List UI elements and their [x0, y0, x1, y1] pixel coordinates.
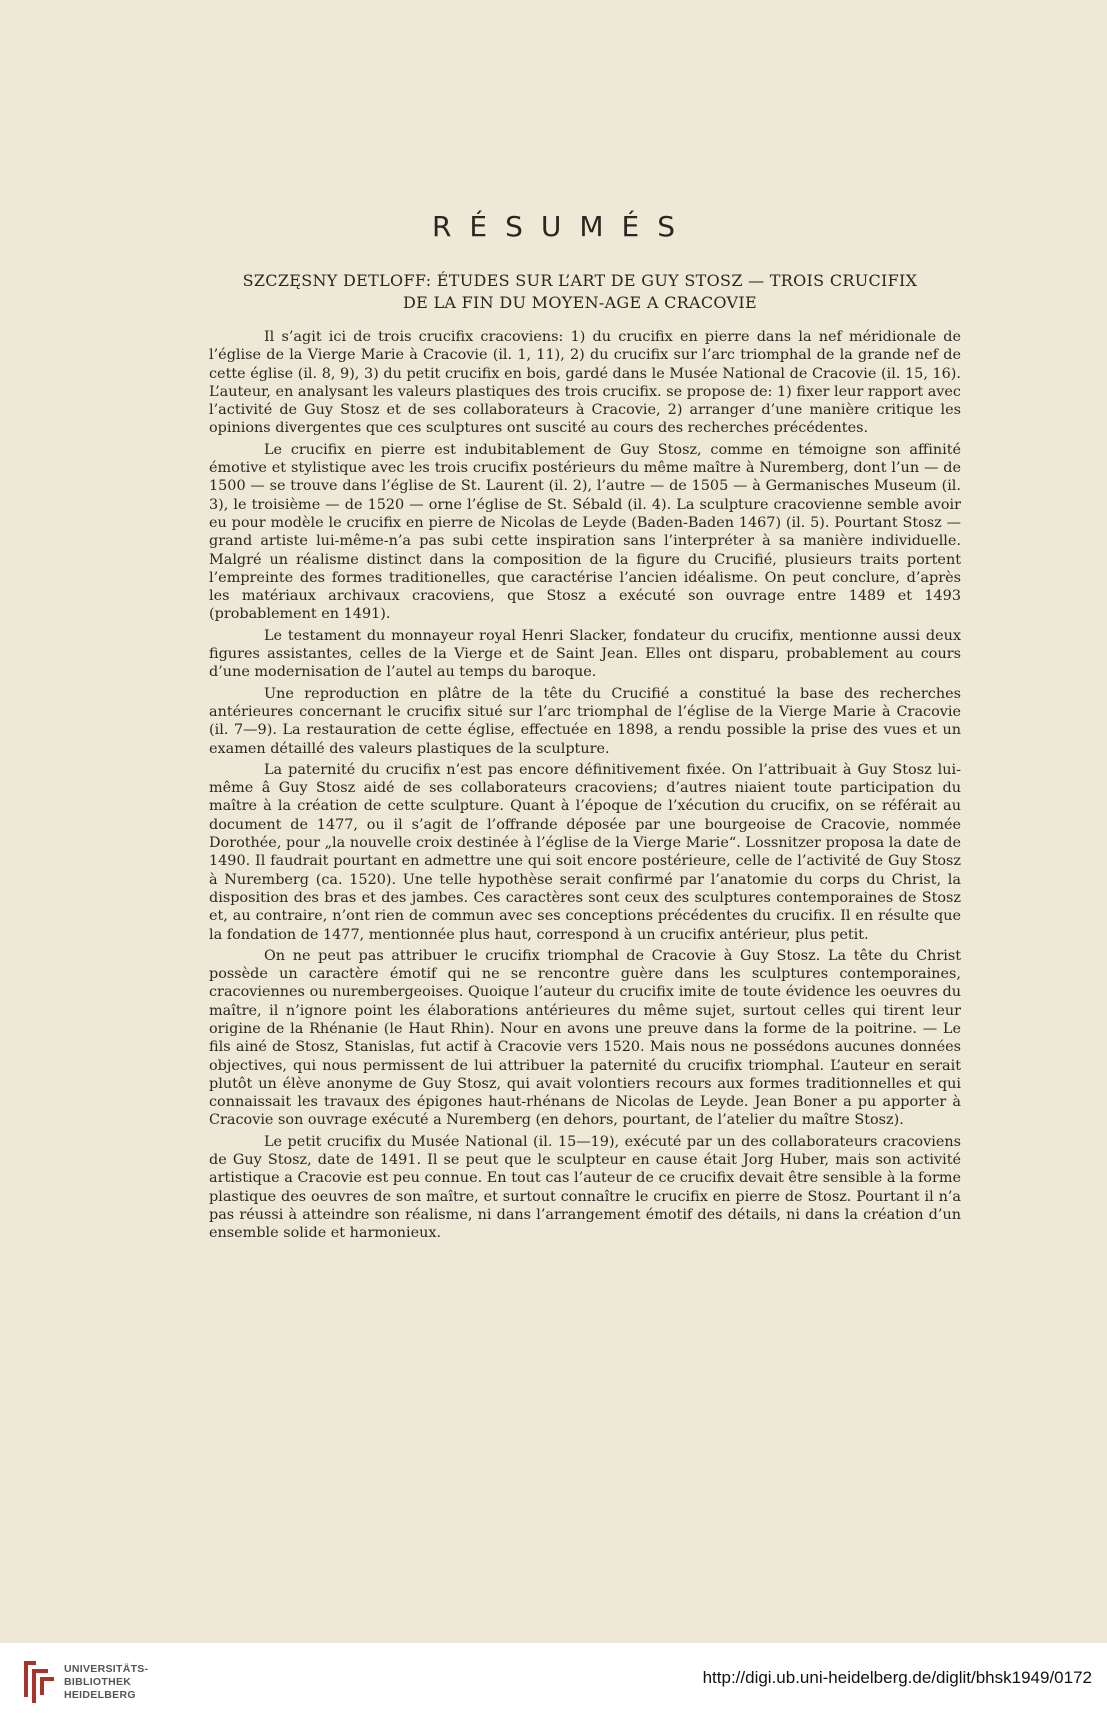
page-title: RÉSUMÉS — [431, 210, 694, 243]
library-name-line: BIBLIOTHEK — [64, 1676, 132, 1688]
source-url-link[interactable]: http://digi.ub.uni-heidelberg.de/diglit/bhsk1949/0172 — [702, 1668, 1092, 1687]
paragraph: Une reproduction en plâtre de la tête du Crucifié a constitué la base des recherches antérieures concernant le crucifix situé sur l’arc triomphal de l’église de la Vierge Marie à Cracovie (il. 7—9). La restauration de cette église, effectuée en 1898, a rendu possible la prise des vues et un examen détaillé des valeurs plastiques de la sculpture. — [209, 685, 961, 757]
footer-bar — [0, 1643, 1107, 1722]
article-heading-line: DE LA FIN DU MOYEN-AGE A CRACOVIE — [402, 293, 758, 312]
paragraph: On ne peut pas attribuer le crucifix triomphal de Cracovie à Guy Stosz. La tête du Christ possède un caractère émotif qui ne se rencontre guère dans les sculptures contemporaines, cracoviennes ou nurembergeoises. Quoique l’auteur du crucifix imite de toute évidence les oeuvres du maître, il n’ignore point les élaborations antérieures du même sujet, surtout celles qui tirent leur origine de la Rhénanie (le Haut Rhin). Nour en avons une preuve dans la forme de la poitrine. — Le fils ainé de Stosz, Stanislas, fut actif à Cracovie vers 1520. Mais nous ne possédons aucunes données objectives, qui nous permissent de lui attribuer la paternité du crucifix triomphal. L’auteur en serait plutôt un élève anonyme de Guy Stosz, qui avait volontiers recours aux formes traditionnelles et qui connaissait les travaux des épigones haut-rhénans de Nicolas de Leyde. Jean Boner a pu apporter à Cracovie son ouvrage exécuté a Nuremberg (en dehors, pourtant, de l’atelier du maître Stosz). — [209, 947, 961, 1129]
paragraph: Le testament du monnayeur royal Henri Slacker, fondateur du crucifix, mentionne aussi deux figures assistantes, celles de la Vierge et de Saint Jean. Elles ont disparu, probablement au cours d’une modernisation de l’autel au temps du baroque. — [209, 627, 961, 681]
library-logo-icon — [18, 1657, 58, 1707]
paragraph: Le petit crucifix du Musée National (il. 15—19), exécuté par un des collaborateurs cracoviens de Guy Stosz, date de 1491. Il se peut que le sculpteur en cause était Jorg Huber, mais son activité artistique a Cracovie est peu connue. En tout cas l’auteur de ce crucifix devait être sensible à la forme plastique des oeuvres de son maître, et surtout connaître le crucifix en pierre de Stosz. Pourtant il n’a pas réussi à atteindre son réalisme, ni dans l’arrangement émotif des détails, ni dans la création d’un ensemble solide et harmonieux. — [209, 1133, 961, 1242]
paragraph: La paternité du crucifix n’est pas encore définitivement fixée. On l’attribuait à Guy Stosz lui-même â Guy Stosz aidé de ses collaborateurs cracoviens; d’autres niaient toute participation du maître à la création de cette sculpture. Quant à l’époque de l’xécution du crucifix, on se référait au document de 1477, ou il s’agit de l’offrande déposée par une bourgeoise de Cracovie, nommée Dorothée, pour „la nouvelle croix destinée à l’église de la Vierge Marie“. Lossnitzer proposa la date de 1490. Il faudrait pourtant en admettre une qui soit encore postérieure, celle de l’activité de Guy Stosz à Nuremberg (ca. 1520). Une telle hypothèse serait confirmé par l’anatomie du corps du Christ, la disposition des bras et des jambes. Ces caractères sont ceux des sculptures contemporaines de Stosz et, au contraire, n’ont rien de commun avec ses conceptions précédentes du crucifix. Il en résulte que la fondation de 1477, mentionnée plus haut, correspond à un crucifix antérieur, plus petit. — [209, 761, 961, 943]
article-heading-line: SZCZĘSNY DETLOFF: ÉTUDES SUR L’ART DE GUY STOSZ — TROIS CRUCIFIX — [242, 271, 918, 290]
library-name-line: HEIDELBERG — [64, 1689, 136, 1701]
library-name-line: UNIVERSITÄTS- — [64, 1663, 149, 1675]
paragraph: Il s’agit ici de trois crucifix cracoviens: 1) du crucifix en pierre dans la nef méridionale de l’église de la Vierge Marie à Cracovie (il. 1, 11), 2) du crucifix sur l’arc triomphal de la grande nef de cette église (il. 8, 9), 3) du petit crucifix en bois, gardé dans le Musée National de Cracovie (il. 15, 16). L’auteur, en analysant les valeurs plastiques des trois crucifix. se propose de: 1) fixer leur rapport avec l’activité de Guy Stosz et de ses collaborateurs à Cracovie, 2) arranger d’une manière critique les opinions divergentes que ces sculptures ont suscité au cours des recherches précédentes. — [209, 329, 961, 437]
paragraph: Le crucifix en pierre est indubitablement de Guy Stosz, comme en témoigne son affinité émotive et stylistique avec les trois crucifix postérieurs du même maître à Nuremberg, dont l’un — de 1500 — se trouve dans l’église de St. Laurent (il. 2), l’autre — de 1505 — à Germanisches Museum (il. 3), le troisième — de 1520 — orne l’église de St. Sébald (il. 4). La sculpture cracovienne semble avoir eu pour modèle le crucifix en pierre de Nicolas de Leyde (Baden-Baden 1467) (il. 5). Pourtant Stosz — grand artiste lui-même-n’a pas subi cette inspiration sans l’interpréter à sa manière individuelle. Malgré un réalisme distinct dans la composition de la figure du Crucifié, plusieurs traits portent l’empreinte des formes traditionelles, que caractérise l’ancien idéalisme. On peut conclure, d’après les matériaux archivaux cracoviens, que Stosz a exécuté son ouvrage entre 1489 et 1493 (probablement en 1491). — [209, 441, 961, 623]
library-name — [64, 1663, 148, 1702]
article-body — [209, 328, 961, 1246]
article-heading — [200, 270, 960, 314]
